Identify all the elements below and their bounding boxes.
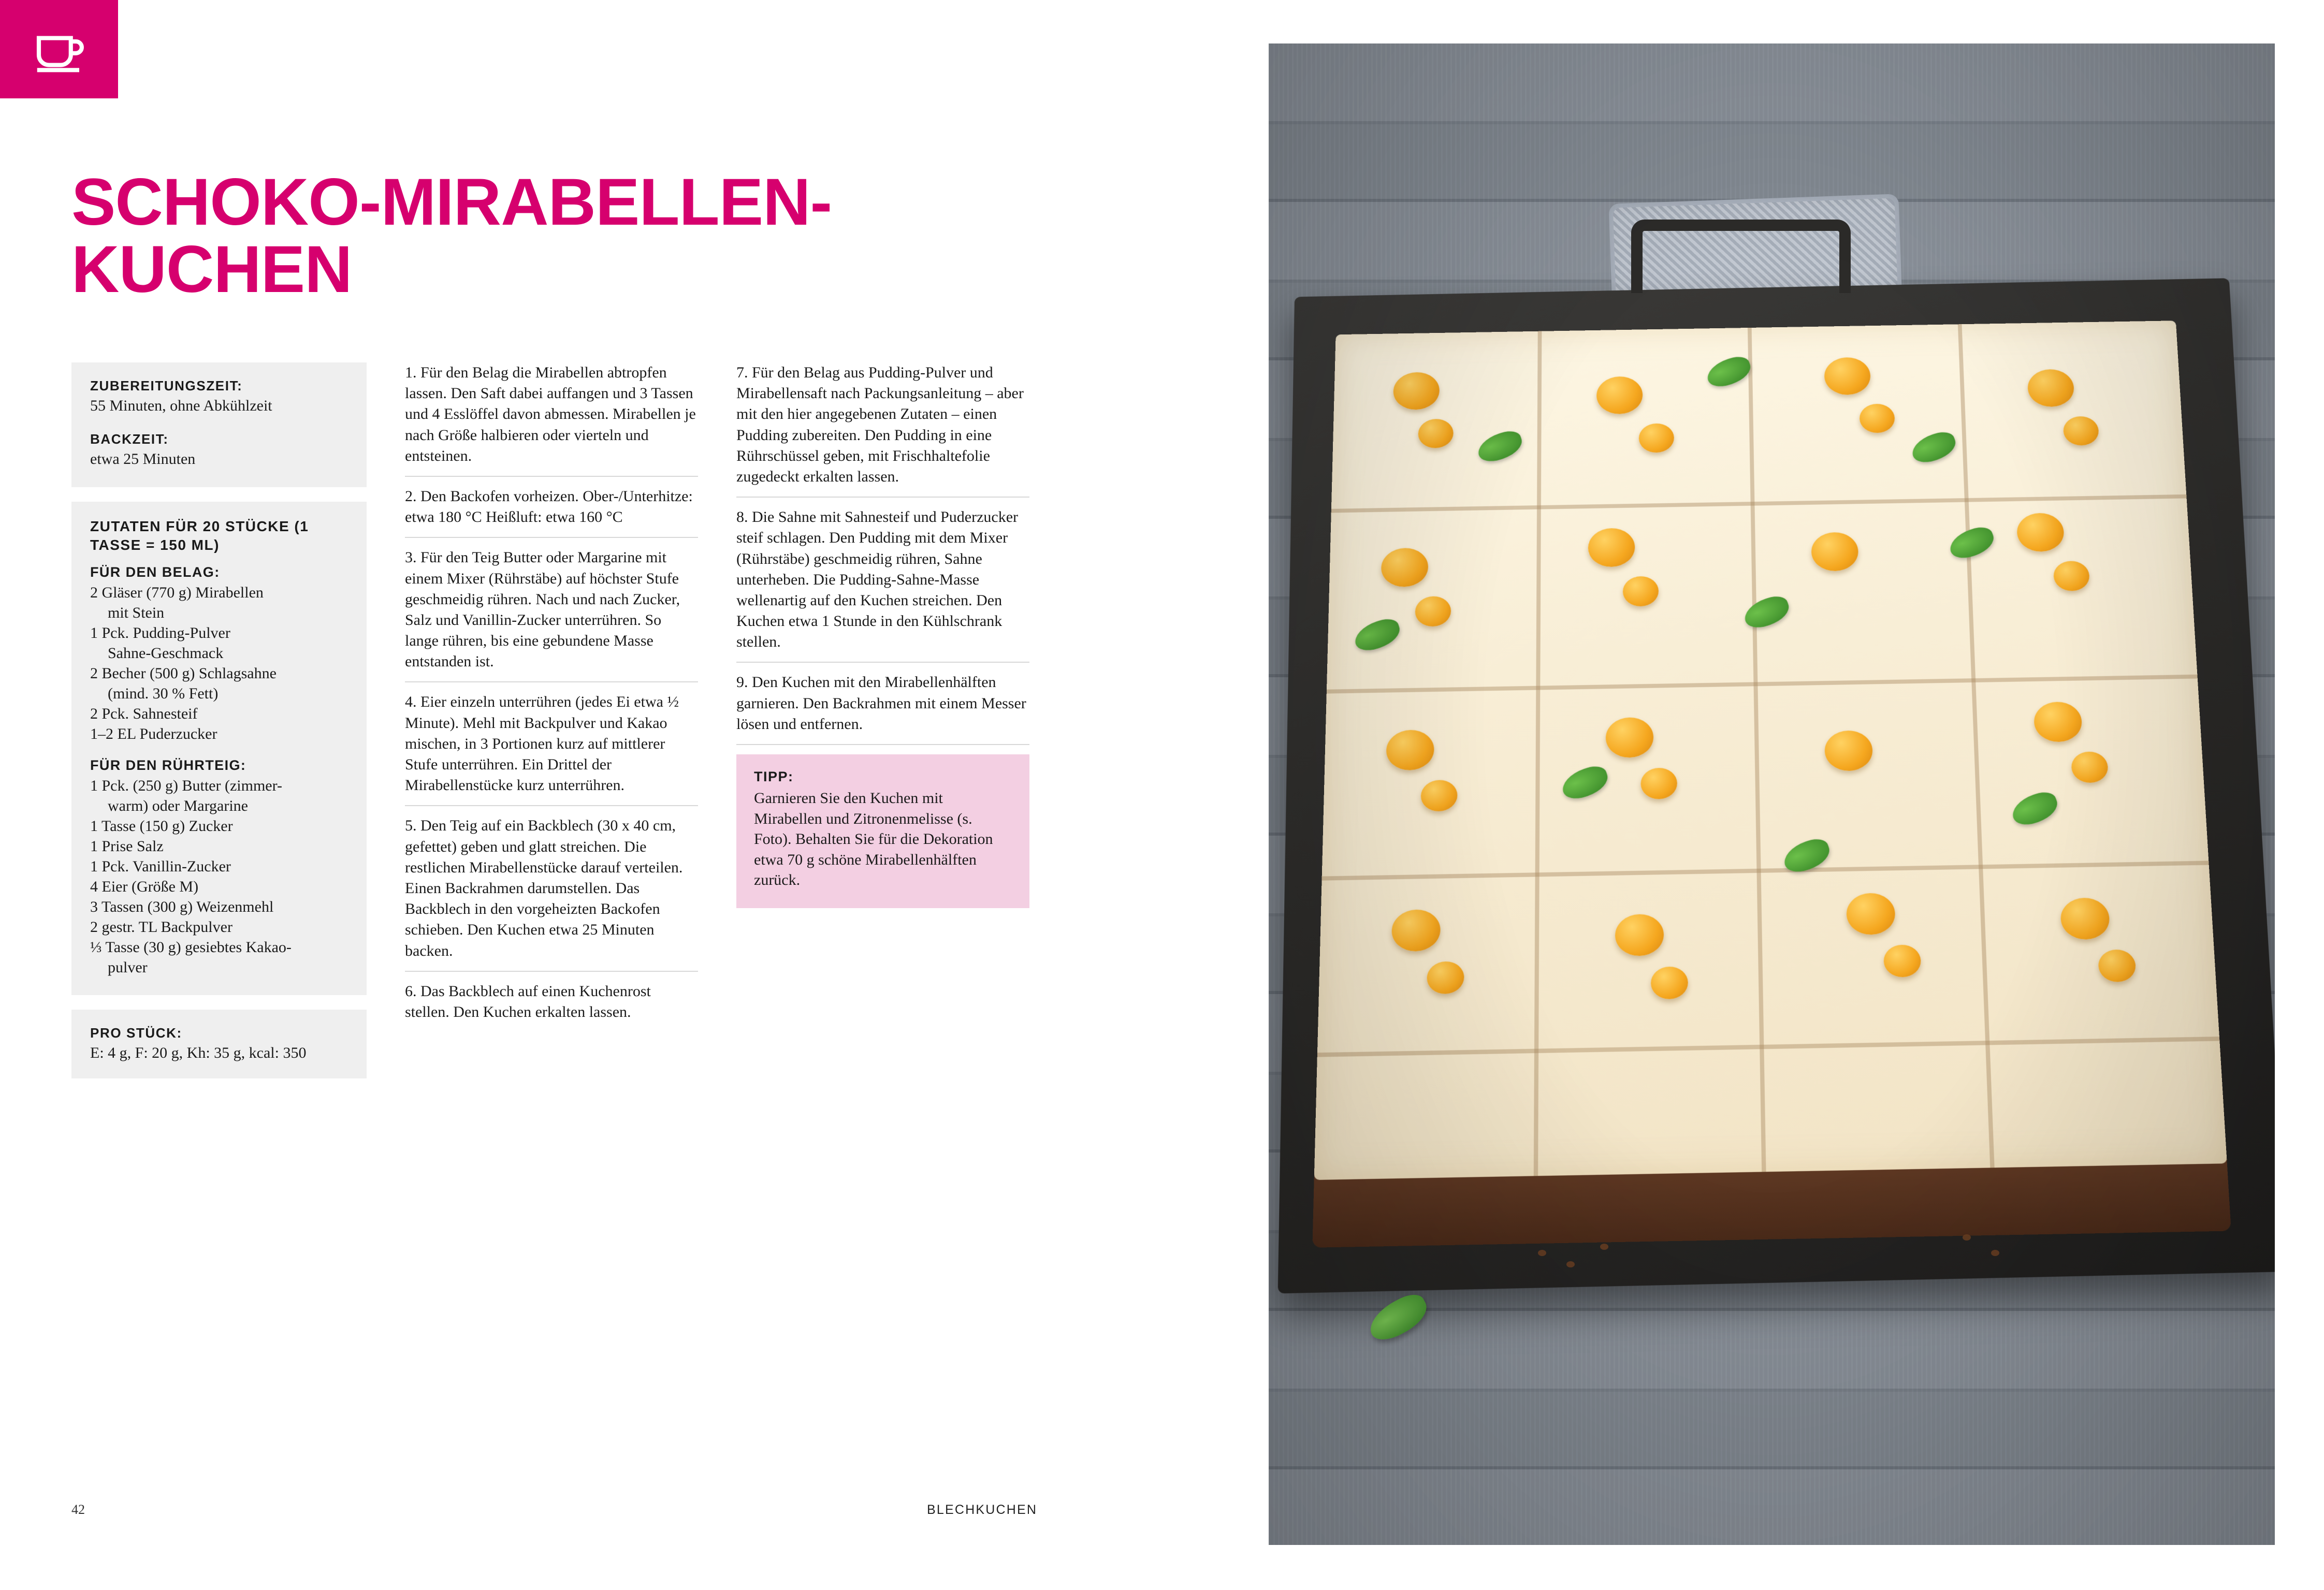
nutrition-label: PRO STÜCK: (90, 1025, 182, 1041)
tip-label: TIPP: (754, 769, 794, 784)
list-item: 1 Tasse (150 g) Zucker (90, 817, 233, 835)
coffee-cup-icon (32, 21, 86, 78)
recipe-photo (1269, 43, 2275, 1545)
bake-time-value: etwa 25 Minuten (90, 450, 196, 468)
list-item: 2 Becher (500 g) Schlagsahne (90, 664, 277, 682)
list-item: 1 Prise Salz (90, 837, 164, 855)
list-item: ⅓ Tasse (30 g) gesiebtes Kakao- (90, 938, 292, 956)
list-item: 4 Eier (Größe M) (90, 878, 199, 895)
prep-time-value: 55 Minuten, ohne Abkühlzeit (90, 397, 272, 414)
tip-text: Garnieren Sie den Kuchen mit Mirabellen und Zitronenmelisse (s. Foto). Behalten Sie für die Dekoration etwa 70 g schöne Mirabellenhälften zurück. (754, 790, 993, 889)
list-item: (mind. 30 % Fett) (108, 684, 219, 702)
recipe-step: 9. Den Kuchen mit den Mirabellenhälften garnieren. Den Backrahmen mit einem Messer lösen und entfernen. (736, 672, 1029, 745)
list-item: 1 Pck. (250 g) Butter (zimmer- (90, 777, 282, 794)
list-item: 3 Tassen (300 g) Weizenmehl (90, 898, 274, 915)
bake-time-label: BACKZEIT: (90, 431, 169, 447)
recipe-step: 1. Für den Belag die Mirabellen abtropfen lassen. Den Saft dabei auffangen und 3 Tassen und 4 Esslöffel davon abmessen. Mirabellen je nach Größe halbieren oder vierteln und entsteinen. (405, 362, 698, 477)
photo-vignette (1269, 43, 2275, 1545)
page-number: 42 (71, 1502, 85, 1517)
list-item: warm) oder Margarine (108, 797, 248, 814)
batter-ingredient-list (90, 776, 348, 978)
page-title: SCHOKO-MIRABELLEN-KUCHEN (71, 165, 832, 307)
list-item: 2 Pck. Sahnesteif (90, 705, 198, 722)
list-item: 2 Gläser (770 g) Mirabellen (90, 584, 264, 601)
ingredients-block (71, 502, 367, 995)
times-block (71, 362, 367, 487)
steps-column-1 (367, 362, 698, 1093)
tip-box (736, 754, 1029, 908)
nutrition-value: E: 4 g, F: 20 g, Kh: 35 g, kcal: 350 (90, 1044, 307, 1061)
recipe-step: 3. Für den Teig Butter oder Margarine mit einem Mixer (Rührstäbe) auf höchster Stufe geschmeidig rühren. Nach und nach Zucker, Salz und Vanillin-Zucker unterrühren. So lange rühren, bis eine gebundene Masse entstanden ist. (405, 547, 698, 682)
topping-label: FÜR DEN BELAG: (90, 564, 220, 580)
list-item: mit Stein (108, 604, 165, 621)
chapter-tab (0, 0, 118, 98)
ingredients-heading: ZUTATEN FÜR 20 STÜCKE (1 TASSE = 150 ML) (90, 518, 309, 553)
prep-time-label: ZUBEREITUNGSZEIT: (90, 378, 243, 393)
recipe-step: 7. Für den Belag aus Pudding-Pulver und Mirabellensaft nach Packungsanleitung – aber mit den hier angegebenen Zutaten – einen Pudding zubereiten. Den Pudding in eine Rührschüssel geben, mit Frischhaltefolie zugedeckt erkalten lassen. (736, 362, 1029, 498)
info-column (71, 362, 367, 1093)
nutrition-block (71, 1010, 367, 1078)
topping-ingredient-list (90, 582, 348, 744)
footer-category: BLECHKUCHEN (927, 1503, 1038, 1517)
batter-label: FÜR DEN RÜHRTEIG: (90, 757, 246, 773)
list-item: Sahne-Geschmack (108, 644, 224, 662)
recipe-step: 6. Das Backblech auf einen Kuchenrost stellen. Den Kuchen erkalten lassen. (405, 982, 651, 1020)
right-page (1258, 0, 2324, 1590)
steps-column-2 (698, 362, 1029, 1093)
list-item: 1–2 EL Puderzucker (90, 725, 217, 742)
recipe-step: 5. Den Teig auf ein Backblech (30 x 40 cm, gefettet) geben und glatt streichen. Die restlichen Mirabellenstücke darauf verteilen. Einen Backrahmen darumstellen. Das Backblech in den vorgeheizten Backofen schieben. Den Kuchen etwa 25 Minuten backen. (405, 815, 698, 971)
recipe-step: 4. Eier einzeln unterrühren (jedes Ei etwa ½ Minute). Mehl mit Backpulver und Kakao mischen, in 3 Portionen kurz auf mittlerer Stufe unterrühren. Ein Drittel der Mirabellenstücke kurz unterrühren. (405, 692, 698, 806)
list-item: 2 gestr. TL Backpulver (90, 918, 233, 936)
list-item: pulver (108, 958, 148, 976)
recipe-step: 2. Den Backofen vorheizen. Ober-/Unterhitze: etwa 180 °C Heißluft: etwa 160 °C (405, 486, 698, 538)
recipe-step: 8. Die Sahne mit Sahnesteif und Puderzucker steif schlagen. Den Pudding mit dem Mixer (Rührstäbe) geschmeidig rühren, Sahne unterheben. Die Pudding-Sahne-Masse wellenartig auf den Kuchen streichen. Den Kuchen etwa 1 Stunde in den Kühlschrank stellen. (736, 507, 1029, 663)
list-item: 1 Pck. Pudding-Pulver (90, 624, 230, 641)
list-item: 1 Pck. Vanillin-Zucker (90, 857, 231, 875)
content-columns (71, 362, 1138, 1093)
